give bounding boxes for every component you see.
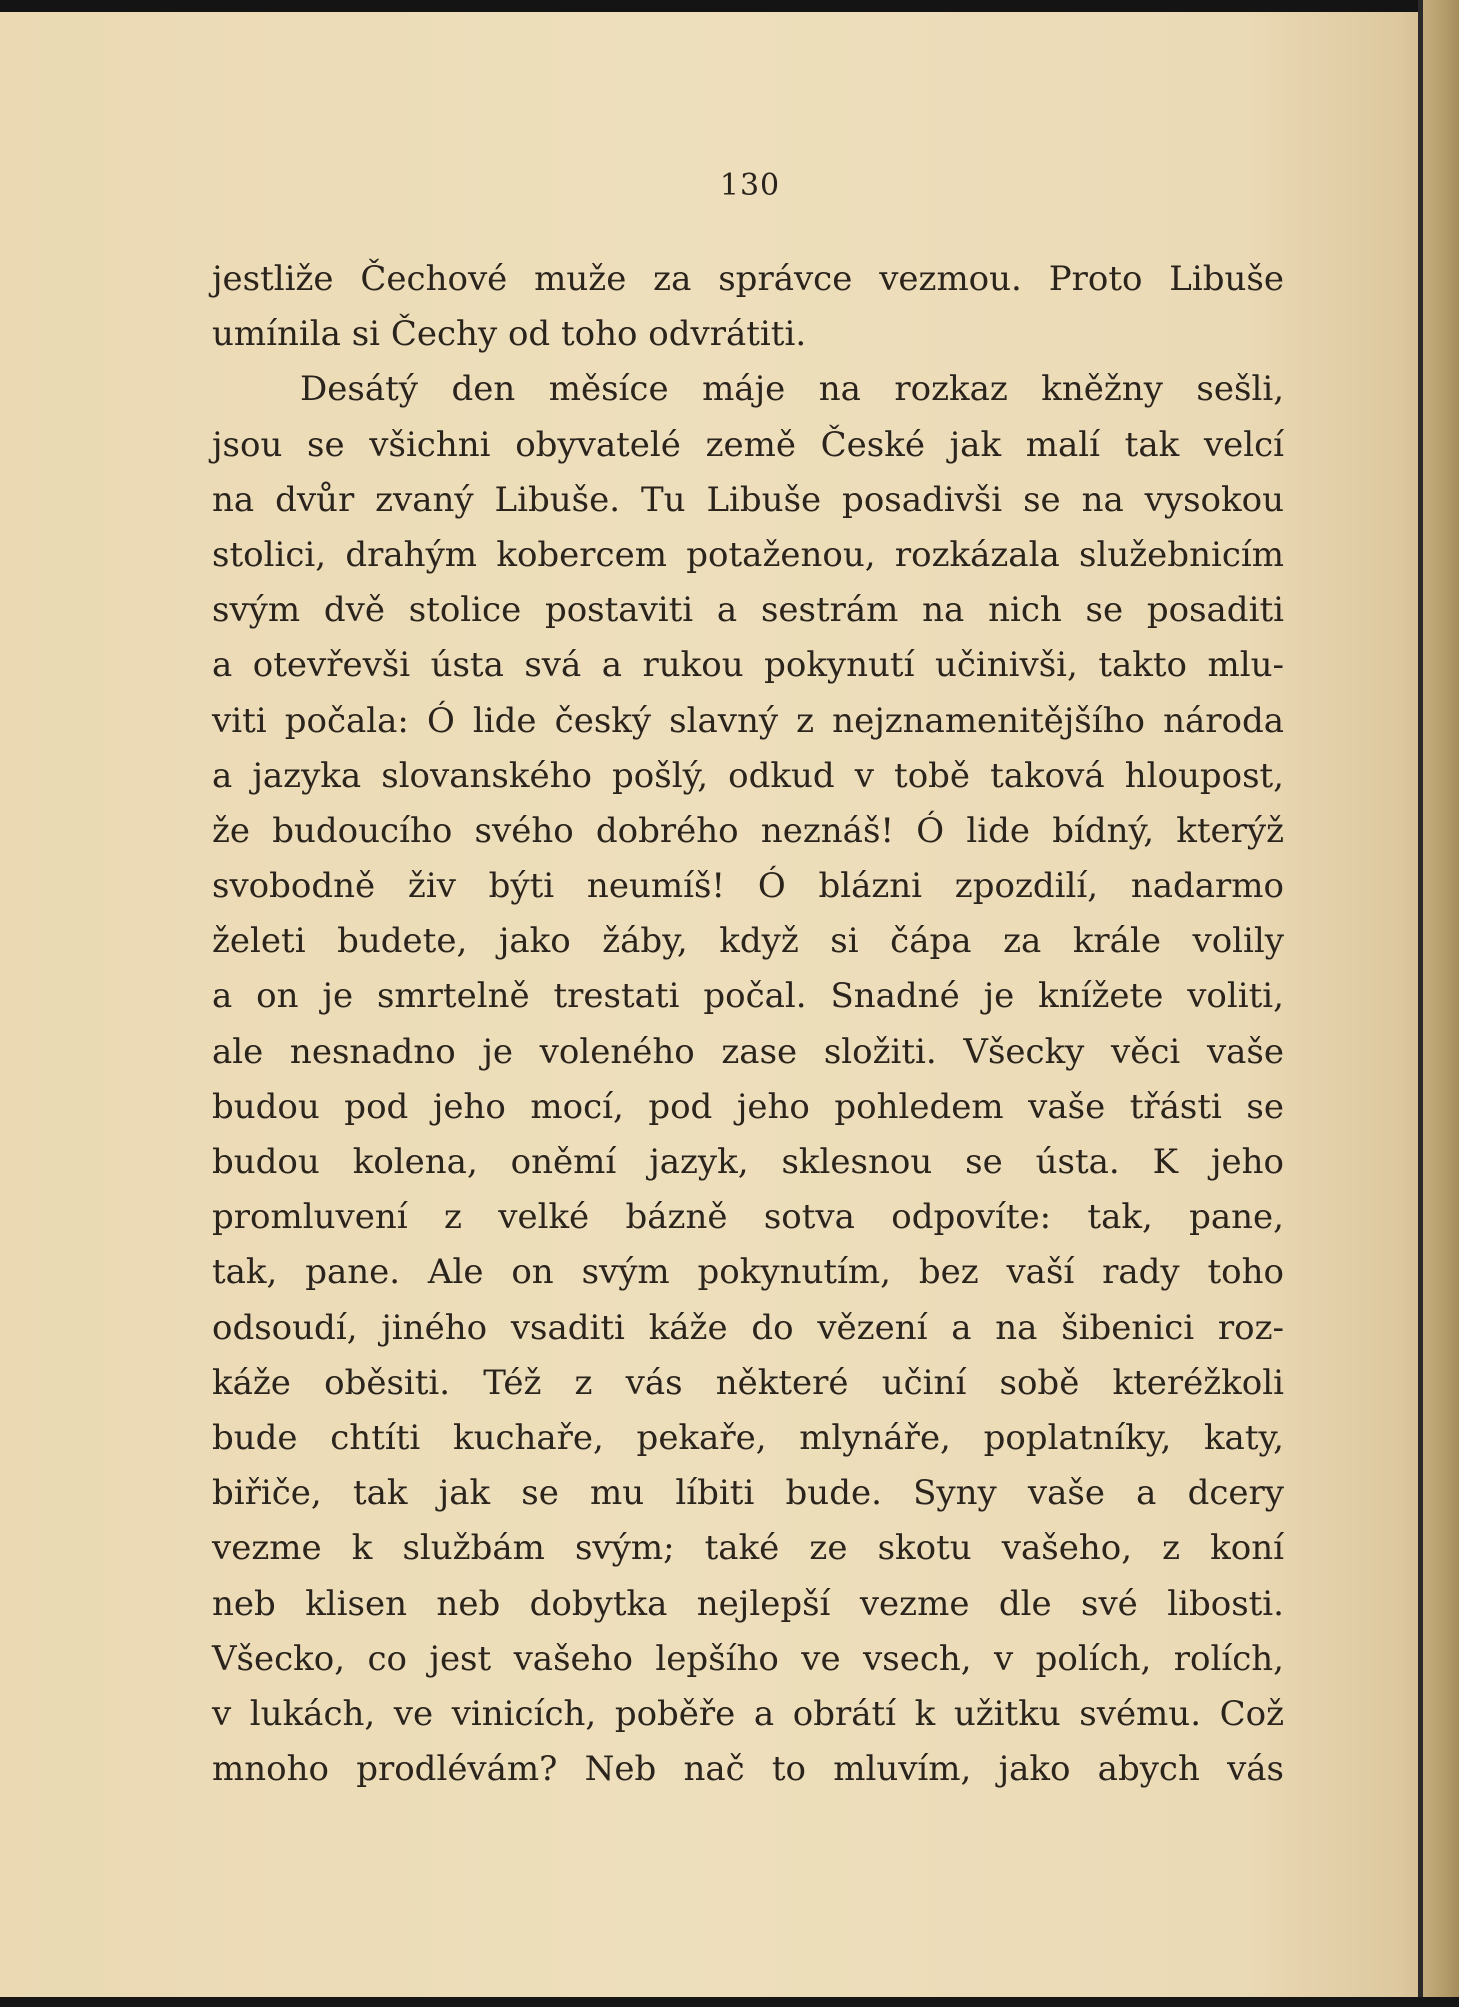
text-line: a jazyka slovanského pošlý, odkud v tobě taková hloupost, xyxy=(212,755,1284,796)
text-line: svým dvě stolice postaviti a sestrám na nich se posaditi xyxy=(212,590,1284,631)
text-line: budou kolena, oněmí jazyk, sklesnou se ústa. K jeho xyxy=(212,1142,1284,1182)
text-line: tak, pane. Ale on svým pokynutím, bez vaší rady toho xyxy=(212,1252,1284,1293)
text-line: bude chtíti kuchaře, pekaře, mlynáře, poplatníky, katy, xyxy=(212,1417,1284,1458)
text-line: v lukách, ve vinicích, poběře a obrátí k užitku svému. Což xyxy=(212,1693,1284,1734)
text-line: promluvení z velké bázně sotva odpovíte: tak, pane, xyxy=(212,1197,1284,1238)
scan-bottom-border xyxy=(0,1997,1459,2007)
text-line: a on je smrtelně trestati počal. Snadné je knížete voliti, xyxy=(212,976,1284,1017)
text-line: káže oběsiti. Též z vás některé učiní sobě kteréžkoli xyxy=(212,1362,1284,1403)
text-line: Všecko, co jest vašeho lepšího ve vsech, v polích, rolích, xyxy=(212,1638,1284,1679)
body-text xyxy=(212,252,1284,1797)
text-line: odsoudí, jiného vsaditi káže do vězení a na šibenici roz- xyxy=(212,1307,1284,1348)
scan-top-border xyxy=(0,0,1459,12)
text-line: budou pod jeho mocí, pod jeho pohledem vaše třásti se xyxy=(212,1086,1284,1127)
text-line: biřiče, tak jak se mu líbiti bude. Syny vaše a dcery xyxy=(212,1473,1284,1514)
text-line: vezme k službám svým; také ze skotu vašeho, z koní xyxy=(212,1528,1284,1569)
text-line: svobodně živ býti neumíš! Ó blázni zpozdilí, nadarmo xyxy=(212,866,1284,907)
text-line: že budoucího svého dobrého neznáš! Ó lide bídný, kterýž xyxy=(212,810,1284,851)
page-spine-edge xyxy=(1423,0,1459,2007)
text-line: Desátý den měsíce máje na rozkaz kněžny sešli, xyxy=(300,369,1284,410)
text-line: ale nesnadno je voleného zase složiti. Všecky věci vaše xyxy=(212,1031,1284,1072)
text-line: mnoho prodlévám? Neb nač to mluvím, jako abych vás xyxy=(212,1749,1284,1790)
text-line: jsou se všichni obyvatelé země České jak malí tak velcí xyxy=(212,424,1284,465)
text-line: stolici, drahým kobercem potaženou, rozkázala služebnicím xyxy=(212,534,1284,575)
page-number: 130 xyxy=(719,168,781,203)
text-line: a otevřevši ústa svá a rukou pokynutí učinivši, takto mlu- xyxy=(212,645,1284,686)
text-line: želeti budete, jako žáby, když si čápa za krále volily xyxy=(212,921,1284,962)
text-line: na dvůr zvaný Libuše. Tu Libuše posadivši se na vysokou xyxy=(212,479,1284,520)
text-line: jestliže Čechové muže za správce vezmou. Proto Libuše xyxy=(212,259,1284,299)
text-line: umínila si Čechy od toho odvrátiti. xyxy=(212,314,807,355)
text-line: neb klisen neb dobytka nejlepší vezme dle své libosti. xyxy=(212,1583,1284,1624)
text-line: viti počala: Ó lide český slavný z nejznamenitějšího národa xyxy=(212,700,1284,741)
